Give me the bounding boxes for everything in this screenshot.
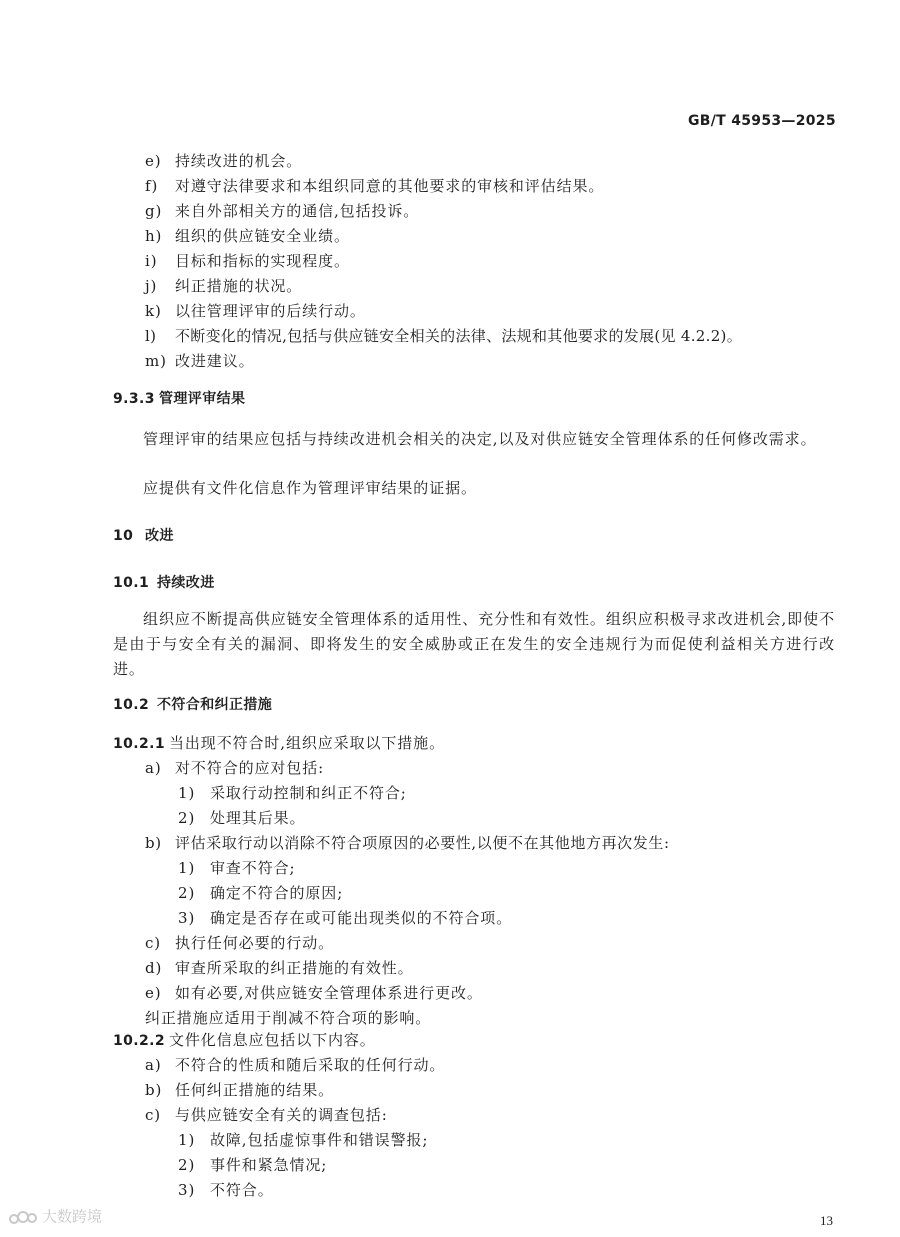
list-text: 不符合的性质和随后采取的任何行动。	[175, 1056, 446, 1074]
list-item	[145, 354, 255, 369]
clause-number: 10.2.1	[113, 736, 166, 752]
list-text: 任何纠正措施的结果。	[175, 1081, 335, 1099]
list-text: 对遵守法律要求和本组织同意的其他要求的审核和评估结果。	[175, 177, 605, 195]
list-marker: e)	[145, 984, 162, 1002]
paragraph: 纠正措施应适用于削减不符合项的影响。	[145, 1009, 432, 1027]
section-title: 改进	[145, 528, 174, 544]
list-text: 审查不符合;	[210, 859, 296, 877]
list-marker: 1)	[178, 1131, 196, 1149]
list-marker: 1)	[178, 784, 196, 802]
list-item	[145, 986, 483, 1001]
list-marker: b)	[145, 834, 162, 852]
list-item	[145, 836, 670, 851]
section-heading-9-3-3	[113, 392, 245, 406]
paragraph: 组织应不断提高供应链安全管理体系的适用性、充分性和有效性。组织应积极寻求改进机会,即使不是由于与安全有关的漏洞、即将发生的安全威胁或正在发生的安全违规行为而促使利益相关方进行改进。	[113, 610, 835, 678]
sub-list-item	[178, 811, 305, 826]
list-text: 执行任何必要的行动。	[175, 934, 335, 952]
list-text: 事件和紧急情况;	[210, 1156, 328, 1174]
list-marker: a)	[145, 759, 162, 777]
list-marker: h)	[145, 227, 163, 245]
list-text: 改进建议。	[175, 352, 255, 370]
list-text: 采取行动控制和纠正不符合;	[210, 784, 407, 802]
clause-10-2-2	[113, 1033, 376, 1048]
clause-text: 文件化信息应包括以下内容。	[169, 1031, 376, 1049]
list-text: 组织的供应链安全业绩。	[175, 227, 350, 245]
sub-list-item	[178, 886, 343, 901]
sub-list-item	[178, 1133, 428, 1148]
section-title: 持续改进	[157, 575, 215, 591]
list-text: 以往管理评审的后续行动。	[175, 302, 366, 320]
list-item	[145, 254, 350, 269]
list-marker: 2)	[178, 1156, 196, 1174]
list-marker: 2)	[178, 884, 196, 902]
list-marker: e)	[145, 152, 162, 170]
page-number: 13	[820, 1213, 833, 1228]
sub-list-item	[178, 786, 407, 801]
clause-number: 10.2.2	[113, 1033, 166, 1049]
list-item	[145, 304, 366, 319]
section-number: 10.2	[113, 697, 150, 713]
list-marker: f)	[145, 177, 159, 195]
section-heading-10-1	[113, 576, 215, 590]
sub-list-item	[178, 1183, 274, 1198]
list-item	[145, 229, 350, 244]
list-text: 不符合。	[210, 1181, 274, 1199]
list-item	[145, 179, 604, 194]
list-marker: a)	[145, 1056, 162, 1074]
list-marker: d)	[145, 959, 163, 977]
sub-list-item	[178, 1158, 327, 1173]
list-item	[145, 1083, 334, 1098]
list-marker: i)	[145, 252, 158, 270]
sub-list-item	[178, 861, 295, 876]
watermark	[8, 1208, 102, 1226]
list-item	[145, 279, 302, 294]
list-text: 对不符合的应对包括:	[175, 759, 325, 777]
section-number: 9.3.3	[113, 391, 155, 407]
sub-list-item	[178, 911, 512, 926]
list-item	[145, 1108, 388, 1123]
list-text: 纠正措施的状况。	[175, 277, 303, 295]
watermark-text: 大数跨境	[42, 1207, 103, 1226]
list-marker: g)	[145, 202, 163, 220]
watermark-logo-icon	[8, 1208, 38, 1226]
list-text: 来自外部相关方的通信,包括投诉。	[175, 202, 420, 220]
section-heading-10	[113, 529, 174, 543]
list-text: 确定不符合的原因;	[210, 884, 344, 902]
section-title: 不符合和纠正措施	[157, 697, 273, 713]
list-item	[145, 961, 414, 976]
list-marker: b)	[145, 1081, 163, 1099]
list-marker: l)	[145, 327, 157, 345]
list-text: 持续改进的机会。	[175, 152, 303, 170]
list-marker: j)	[145, 277, 158, 295]
list-text: 审查所采取的纠正措施的有效性。	[175, 959, 414, 977]
list-text: 如有必要,对供应链安全管理体系进行更改。	[175, 984, 483, 1002]
list-marker: 1)	[178, 859, 196, 877]
section-title: 管理评审结果	[159, 391, 246, 407]
list-marker: c)	[145, 1106, 162, 1124]
paragraph: 应提供有文件化信息作为管理评审结果的证据。	[143, 479, 477, 497]
paragraph: 管理评审的结果应包括与持续改进机会相关的决定,以及对供应链安全管理体系的任何修改需求。	[143, 430, 817, 448]
list-marker: m)	[145, 352, 167, 370]
list-item	[145, 1058, 445, 1073]
list-marker: c)	[145, 934, 162, 952]
list-marker: 2)	[178, 809, 196, 827]
list-item	[145, 154, 302, 169]
list-text: 故障,包括虚惊事件和错误警报;	[210, 1131, 429, 1149]
list-text: 与供应链安全有关的调查包括:	[175, 1106, 388, 1124]
list-text: 处理其后果。	[210, 809, 306, 827]
list-text: 评估采取行动以消除不符合项原因的必要性,以便不在其他地方再次发生:	[175, 834, 670, 852]
list-item	[145, 936, 334, 951]
section-number: 10.1	[113, 575, 150, 591]
clause-text: 当出现不符合时,组织应采取以下措施。	[169, 734, 445, 752]
list-item	[145, 329, 742, 344]
list-marker: 3)	[178, 909, 196, 927]
list-item	[145, 204, 419, 219]
list-text: 目标和指标的实现程度。	[175, 252, 350, 270]
section-number: 10	[113, 528, 134, 544]
list-marker: 3)	[178, 1181, 196, 1199]
section-heading-10-2	[113, 698, 272, 712]
clause-10-2-1	[113, 736, 445, 751]
list-marker: k)	[145, 302, 162, 320]
list-text: 不断变化的情况,包括与供应链安全相关的法律、法规和其他要求的发展(见 4.2.2)。	[175, 327, 743, 345]
list-item	[145, 761, 324, 776]
standard-code: GB/T 45953—2025	[688, 113, 836, 129]
list-text: 确定是否存在或可能出现类似的不符合项。	[210, 909, 513, 927]
